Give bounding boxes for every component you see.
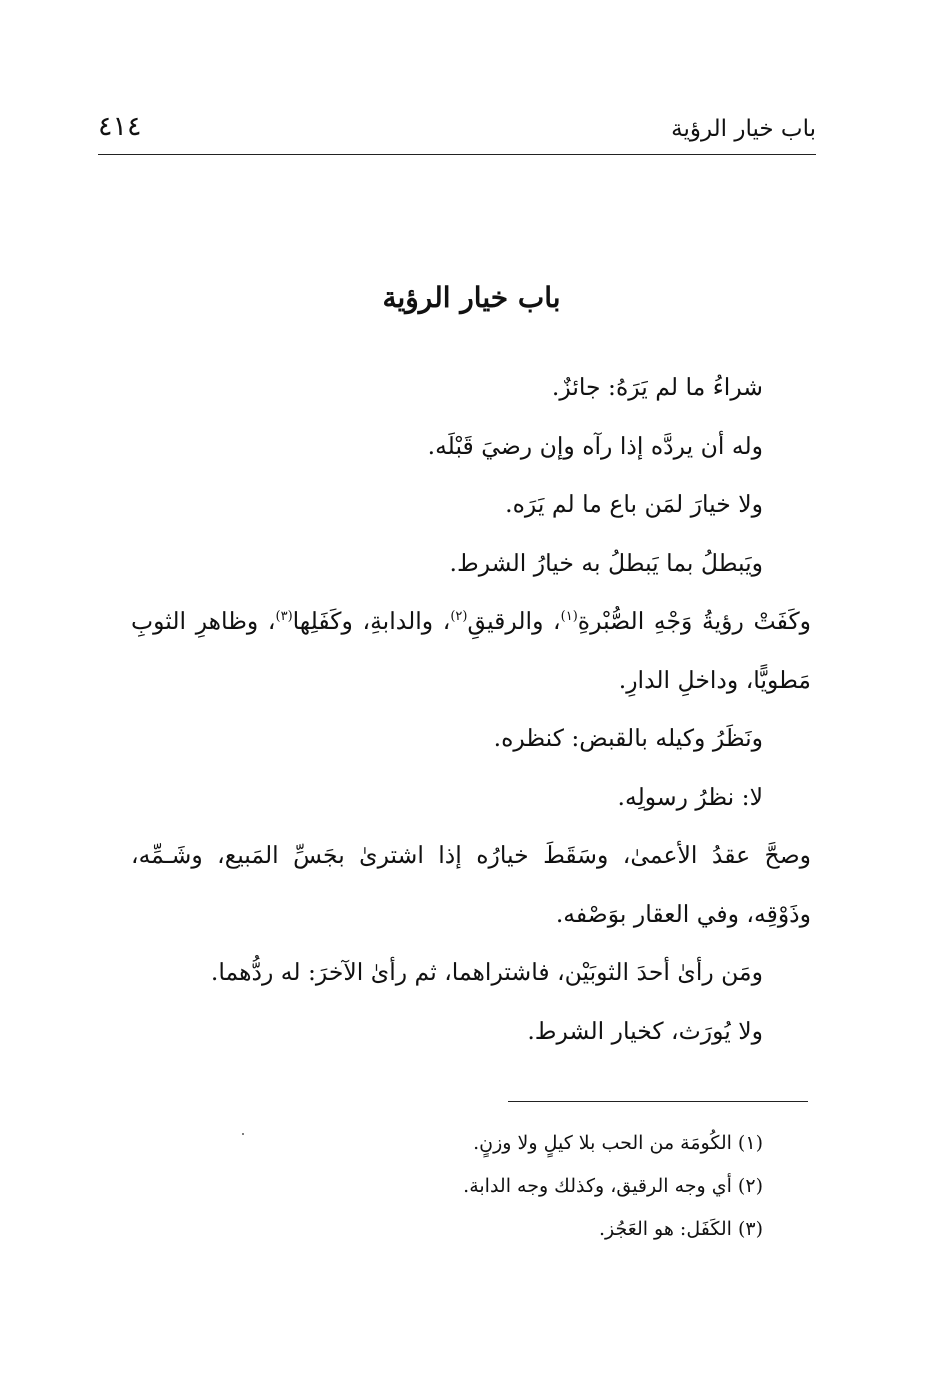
footnote: (٣) الكَفَل: هو العَجُز. — [599, 1218, 763, 1240]
footnote-marker-1[interactable]: (١) — [560, 609, 578, 624]
paragraph: ويَبطلُ بما يَبطلُ به خيارُ الشرط. — [449, 548, 763, 577]
paragraph-segment: ، وظاهرِ الثوبِ مَطويًّا، وداخلِ الدارِ. — [131, 607, 811, 694]
paragraph-segment: ، والدابةِ، وكَفَلِها — [292, 607, 451, 635]
paragraph: شراءُ ما لم يَرَهُ: جائزٌ. — [551, 373, 763, 401]
paragraph-segment: وكَفَتْ رؤيةُ وَجْهِ الصُّبْرةِ — [577, 607, 811, 635]
paragraph: ومَن رأىٰ أحدَ الثوبَيْن، فاشتراهما، ثم رأىٰ الآخرَ: له ردُّهما. — [210, 958, 763, 986]
paragraph: ولا يُورَث، كخيار الشرط. — [527, 1016, 763, 1045]
paragraph: ولا خيارَ لمَن باع ما لم يَرَه. — [505, 490, 763, 518]
footnote-marker-2[interactable]: (٢) — [450, 609, 468, 624]
page-number: ٤١٤ — [98, 111, 142, 142]
header-title: باب خيار الرؤية — [671, 116, 816, 142]
scan-speck — [242, 1133, 244, 1135]
paragraph: لا: نظرُ رسولِه. — [617, 782, 763, 811]
paragraph: وله أن يردَّه إذا رآه وإن رضيَ قَبْلَه. — [427, 431, 763, 460]
footnote-divider — [508, 1101, 808, 1102]
paragraph: وصحَّ عقدُ الأعمىٰ، وسَقَطَ خيارُه إذا اشترىٰ بجَسِّ المَبيع، وشَـمِّه، وذَوْقِه، وفي العقار بوَصْفه. — [131, 841, 811, 928]
chapter-title: باب خيار الرؤية — [382, 281, 561, 314]
running-header — [98, 108, 816, 155]
footnote: (١) الكُومَة من الحب بلا كيلٍ ولا وزنٍ. — [473, 1132, 763, 1154]
footnote: (٢) أي وجه الرقيق، وكذلك وجه الدابة. — [463, 1175, 763, 1197]
footnotes — [203, 1122, 763, 1251]
footnote-marker-3[interactable]: (٣) — [275, 609, 293, 624]
paragraph-segment: ، والرقيقِ — [467, 607, 561, 635]
paragraph-with-footnotes — [131, 592, 811, 709]
paragraph: ونَظَرُ وكيله بالقبض: كنظره. — [493, 724, 763, 752]
body-text — [131, 358, 811, 1060]
